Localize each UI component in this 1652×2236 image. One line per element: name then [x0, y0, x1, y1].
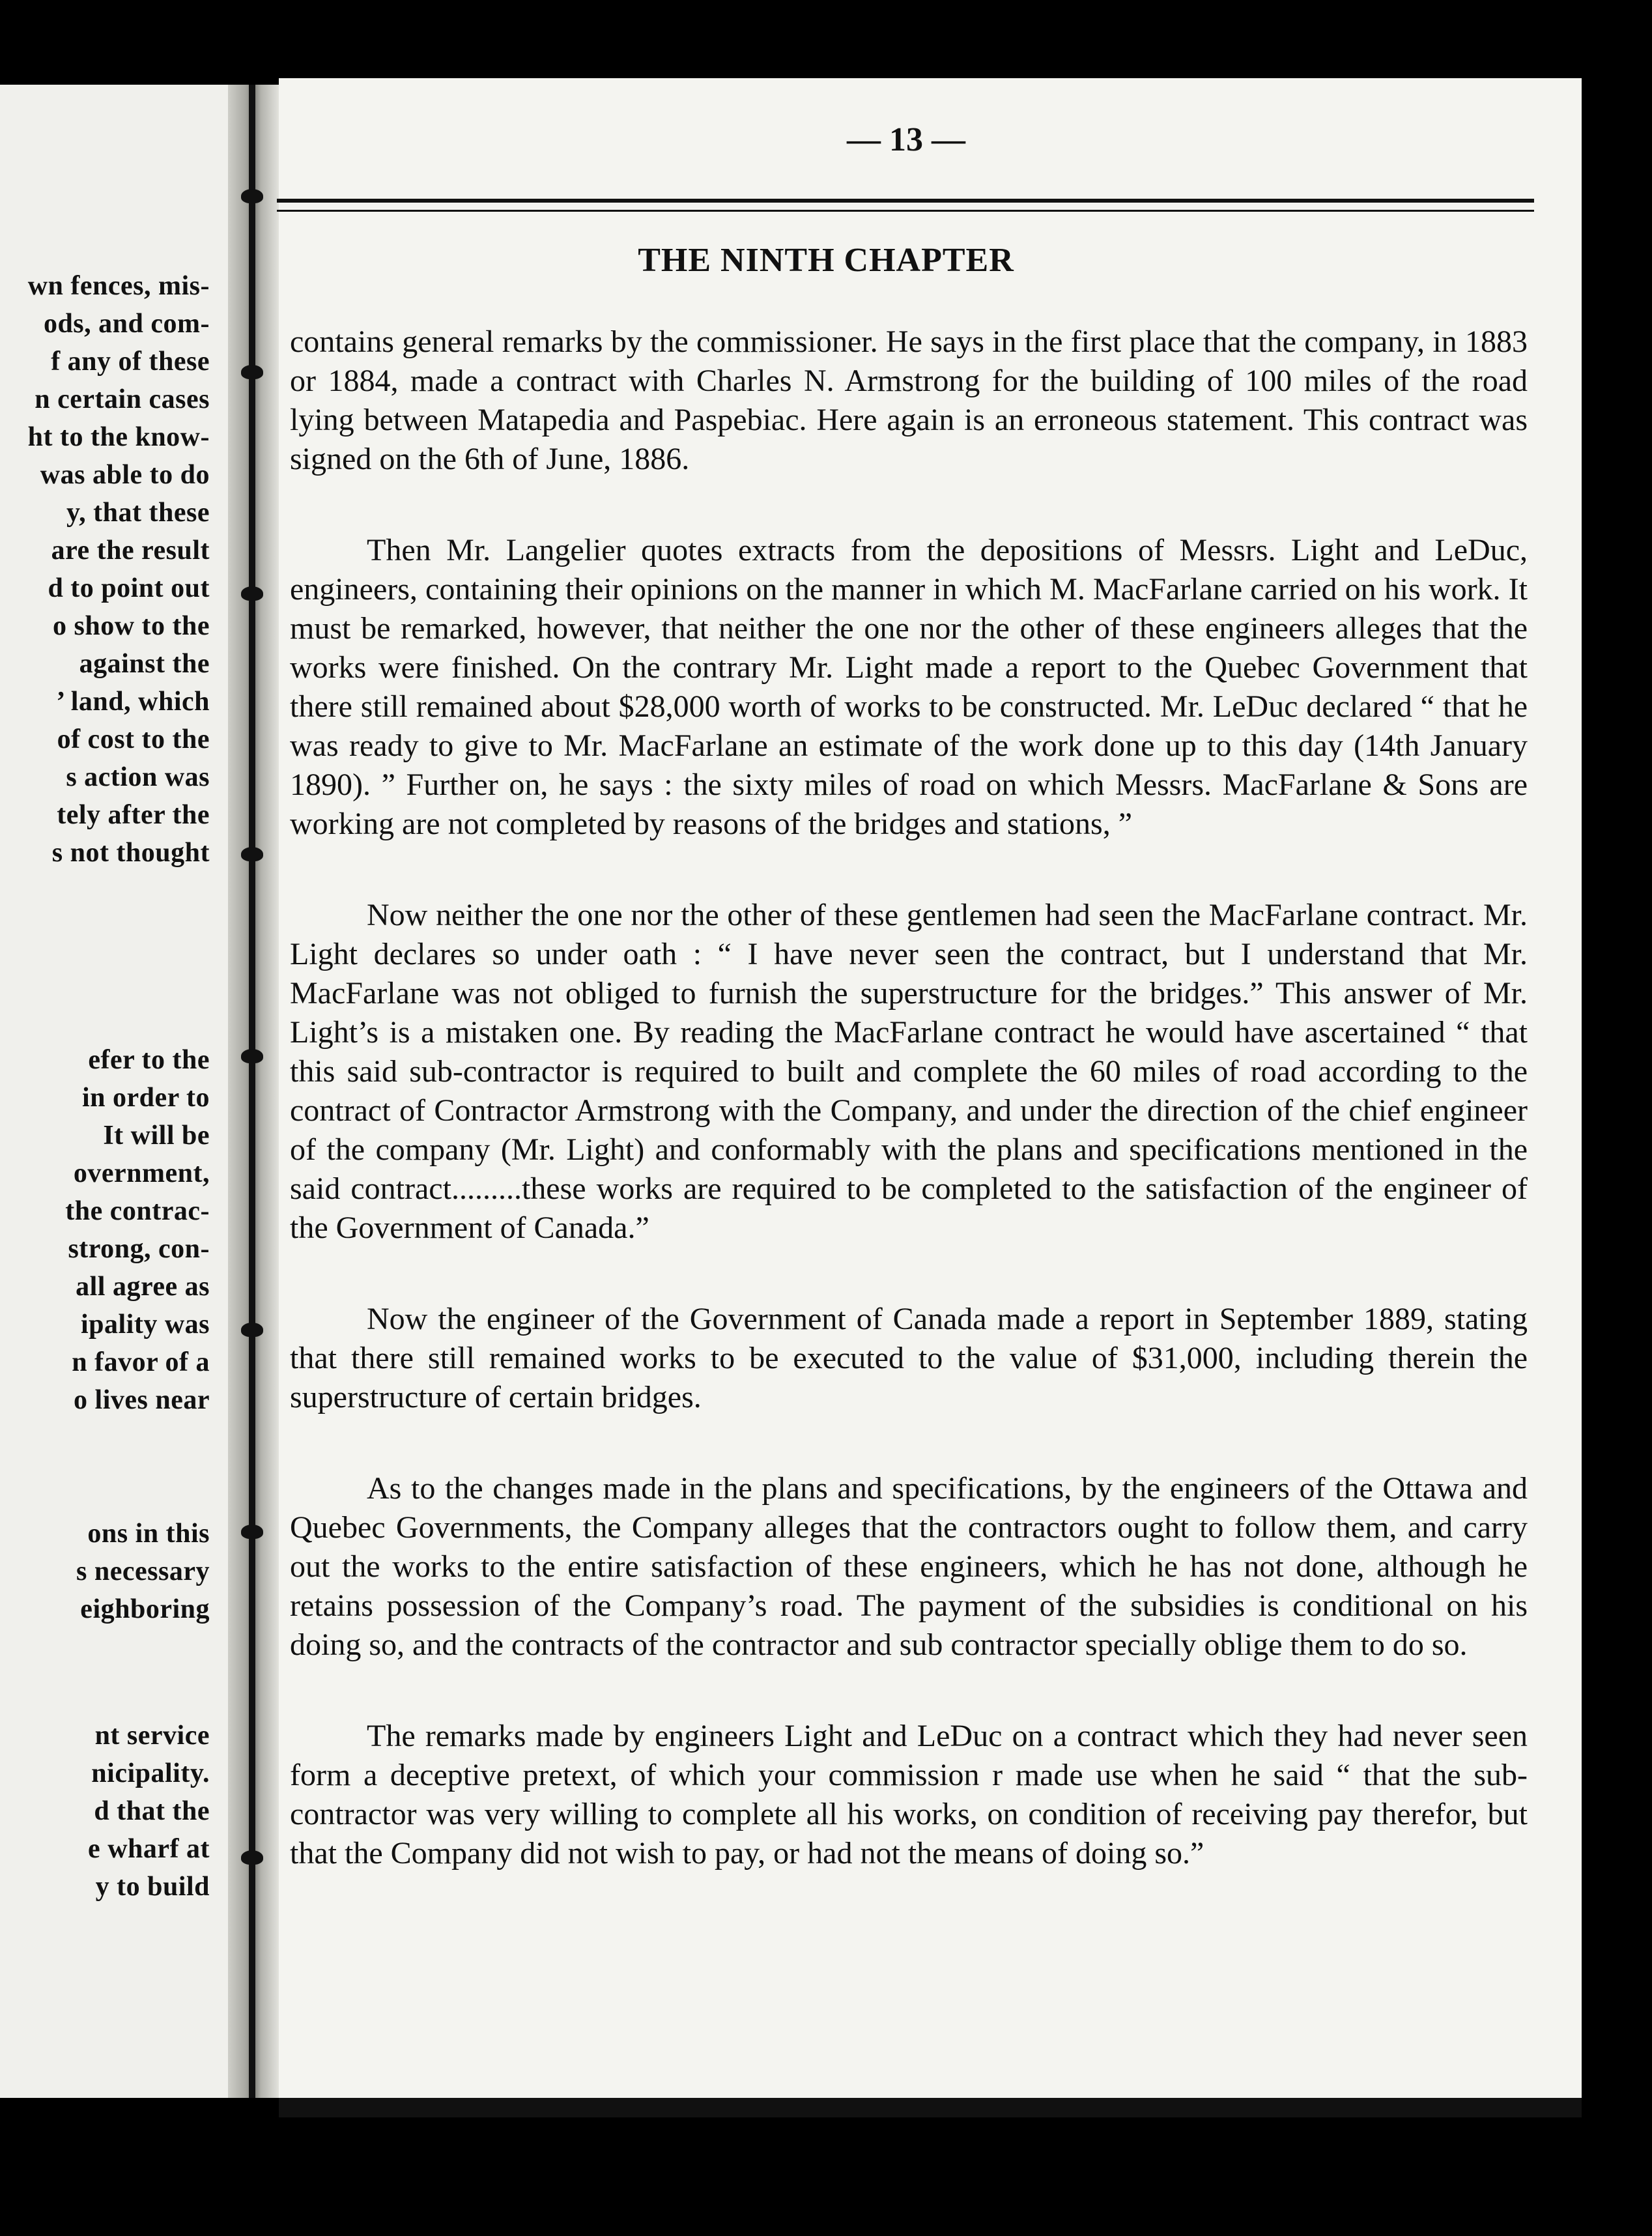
left-line: nt service — [94, 1721, 210, 1751]
header-rule — [277, 210, 1534, 212]
left-line: tely after the — [57, 800, 210, 830]
left-line: strong, con- — [68, 1234, 210, 1264]
left-page-fragment — [0, 85, 228, 2098]
paragraph: contains general remarks by the commissioner. He says in the first place that the company, in 1883 or 1884, made a contract with Charles N. Armstrong for the building of 100 miles of the road lying between Matapedia and Paspebiac. Here again is an erroneous statement. This contract was signed on the 6th of June, 1886. — [290, 324, 1528, 476]
left-line: efer to the — [88, 1045, 210, 1075]
left-line: n certain cases — [35, 384, 210, 414]
stitch-mark — [241, 1049, 263, 1063]
paragraph: The remarks made by engineers Light and LeDuc on a contract which they had never seen form a deceptive pretext, of which your commission r made use when he said “ that the sub-contractor was very willing to complete all his works, on condition of receiving pay therefor, but that the Company did not wish to pay, or had not the means of doing so.” — [290, 1719, 1528, 1870]
left-line: all agree as — [76, 1272, 210, 1302]
left-line: s necessary — [76, 1556, 210, 1586]
left-line: ons in this — [87, 1519, 210, 1549]
header-rule — [277, 199, 1534, 203]
left-line: ht to the know- — [27, 422, 210, 452]
stitch-mark — [241, 189, 263, 203]
left-line: overnment, — [73, 1158, 210, 1188]
left-line: against the — [79, 649, 210, 679]
left-line: nicipality. — [91, 1758, 210, 1788]
stitch-mark — [241, 586, 263, 601]
left-line: y, that these — [66, 498, 210, 528]
left-line: d to point out — [48, 573, 210, 603]
left-line: e wharf at — [88, 1834, 210, 1864]
stitch-mark — [241, 1850, 263, 1865]
left-line: d that the — [94, 1796, 210, 1826]
left-line: ipality was — [80, 1310, 210, 1340]
left-line: ’ land, which — [56, 687, 210, 717]
left-line: of cost to the — [57, 724, 210, 754]
page-number: — 13 — — [847, 121, 965, 158]
stitch-mark — [241, 1525, 263, 1539]
paragraph: Now neither the one nor the other of these gentlemen had seen the MacFarlane contract. Mr. Light declares so under oath : “ I have never seen the contract, but I understand that Mr. MacFarlane was not obliged to furnish the superstructure for the bridges.” This answer of Mr. Light’s is a mistaken one. By reading the MacFarlane contract he would have ascertained “ that this said sub-contractor is required to built and complete the 60 miles of road according to the contract of Contractor Armstrong with the Company, and under the direction of the chief engineer of the company (Mr. Light) and conformably with the plans and specifications mentioned in the said contract.........these works are required to be completed to the satisfaction of the engineer of the Government of Canada.” — [290, 898, 1528, 1245]
left-line: s not thought — [51, 838, 210, 868]
stitch-mark — [241, 365, 263, 379]
left-line: eighboring — [80, 1594, 210, 1624]
chapter-title: THE NINTH CHAPTER — [638, 242, 1014, 279]
paragraph: Now the engineer of the Government of Canada made a report in September 1889, stating that there still remained works to be executed to the value of $31,000, including therein the superstructure of certain bridges. — [290, 1302, 1528, 1414]
left-line: the contrac- — [65, 1196, 210, 1226]
left-line: s action was — [66, 762, 210, 792]
stitch-mark — [241, 1323, 263, 1337]
chapter-body — [290, 322, 1528, 1925]
left-line: f any of these — [51, 347, 210, 377]
left-line: It will be — [103, 1121, 210, 1151]
left-line: wn fences, mis- — [27, 271, 210, 301]
left-line: are the result — [51, 536, 210, 566]
left-line: ods, and com- — [43, 309, 210, 339]
left-line: y to build — [95, 1872, 210, 1902]
left-line: o show to the — [52, 611, 210, 641]
binding-thread — [249, 85, 255, 2098]
paragraph: As to the changes made in the plans and specifications, by the engineers of the Ottawa and Quebec Governments, the Company alleges that the contractors ought to follow them, and carry out the works to the entire satisfaction of these engineers, which he has not done, although he retains possession of the Company’s road. The payment of the subsidies is conditional on his doing so, and the contracts of the contractor and sub contractor specially oblige them to do so. — [290, 1471, 1528, 1662]
left-line: o lives near — [74, 1385, 210, 1415]
stitch-mark — [241, 847, 263, 861]
left-line: in order to — [81, 1083, 210, 1113]
left-line: n favor of a — [72, 1347, 210, 1377]
left-line: was able to do — [40, 460, 210, 490]
page-bottom-edge — [279, 2098, 1582, 2117]
paragraph: Then Mr. Langelier quotes extracts from the depositions of Messrs. Light and LeDuc, engineers, containing their opinions on the manner in which M. MacFarlane carried on his work. It must be remarked, however, that neither the one nor the other of these engineers alleges that the works were finished. On the contrary Mr. Light made a report to the Quebec Government that there still remained about $28,000 worth of works to be constructed. Mr. LeDuc declared “ that he was ready to give to Mr. MacFarlane an estimate of the work done up to this day (14th January 1890). ” Further on, he says : the sixty miles of road on which Messrs. MacFarlane & Sons are working are not completed by reasons of the bridges and stations, ” — [290, 533, 1528, 841]
